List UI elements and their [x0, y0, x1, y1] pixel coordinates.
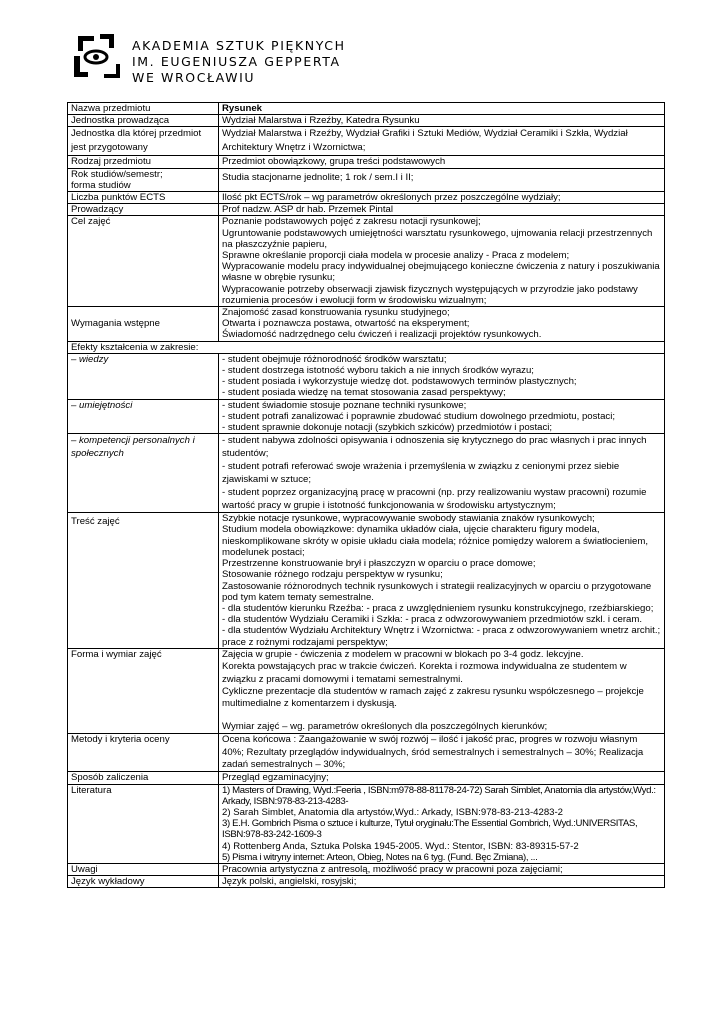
text-line: - dla studentów Wydziału Architektury Wnętrz i Wzornictwa: - praca z odwzorowywaniem wnetrz archit.; prace z rożnymi rodzajami perspektyw; [222, 625, 661, 648]
table-row [68, 513, 665, 648]
text-line: - student posiada wiedzę na temat stosowania zasad perspektywy; [222, 387, 506, 399]
row-value [219, 216, 665, 307]
table-row [68, 784, 665, 863]
row-value: Studia stacjonarne jednolite; 1 rok / sem.I i II; [219, 168, 665, 191]
academy-logo-icon [70, 32, 122, 82]
row-value [219, 434, 665, 513]
text-line [222, 711, 661, 721]
text-line: Stosowanie różnego rodzaju perspektyw w rysunku; [222, 569, 443, 581]
row-value [219, 513, 665, 648]
row-label: Uwagi [68, 864, 219, 876]
row-label: Forma i wymiar zajęć [68, 648, 219, 733]
table-row [68, 204, 665, 216]
literature-item: 5) Pisma i witryny internet: Arteon, Obieg, Notes na 6 tyg. (Fund. Bęc Zmiana), ... [222, 851, 538, 863]
row-label: Treść zajęć [68, 513, 219, 648]
academy-name-line: WE WROCŁAWIU [132, 70, 256, 85]
row-label: – wiedzy [68, 353, 219, 399]
course-syllabus-table [67, 102, 665, 888]
row-value [219, 399, 665, 434]
row-label: – kompetencji personalnych i społecznych [68, 434, 219, 513]
table-row [68, 734, 665, 772]
table-row [68, 115, 665, 127]
row-label: Język wykładowy [68, 876, 219, 888]
row-label-line: forma studiów [71, 179, 131, 191]
text-line: Studium modela obowiązkowe: dynamika układów ciała, ujęcie charakteru figury modela, nieskomplikowane skróty w opisie układu ciała modela; różnice pomiędzy walorem a światłocieniem, modelunek postaci; [222, 524, 649, 558]
text-line: Cykliczne prezentacje dla studentów w ramach zajęć z zakresu rysunku współczesnego – projekcje multimedialne z komentarzem i dyskusją. [222, 685, 644, 710]
text-line: - student sprawnie dokonuje notacji (szybkich szkiców) przedmiotów i postaci; [222, 422, 553, 434]
text-line: Szybkie notacje rysunkowe, wypracowywanie swobody stawiania znaków rysunkowych; [222, 513, 595, 525]
literature-list [219, 784, 665, 863]
row-value: Przegląd egzaminacyjny; [219, 772, 665, 784]
table-row [68, 434, 665, 513]
table-row [68, 772, 665, 784]
text-line: - student potrafi zanalizować i poprawnie zbudować studium dowolnego przedmiotu, postaci; [222, 410, 616, 422]
row-label: – umiejętności [68, 399, 219, 434]
text-line: Ugruntowanie podstawowych umiejętności warsztatu rysunkowego, ujmowania relacji przestrzennych na płaszczyźnie papieru, [222, 227, 653, 250]
row-label: Wymagania wstępne [68, 307, 219, 342]
row-value: Wydział Malarstwa i Rzeźby, Wydział Grafiki i Sztuki Mediów, Wydział Ceramiki i Szkła, Wydział Architektury Wnętrz i Wzornictwa; [219, 127, 665, 156]
text-line: Otwarta i poznawcza postawa, otwartość na eksperyment; [222, 318, 470, 330]
row-label: Metody i kryteria oceny [68, 734, 219, 772]
table-row [68, 307, 665, 342]
table-row [68, 876, 665, 888]
text-line: Wypracowanie modelu pracy indywidualnej obejmującego konieczne ćwiczenia z natury i poszukiwania własne w obrębie rysunku; [222, 261, 660, 284]
text-line: Wymiar zajęć – wg. parametrów określonych dla poszczególnych kierunków; [222, 720, 548, 732]
text-line: Zastosowanie różnorodnych technik rysunkowych i strategii realizacyjnych w oparciu o przygotowane pod tym katem tematy semestralne. [222, 580, 652, 603]
literature-item: 4) Rottenberg Anda, Sztuka Polska 1945-2005. Wyd.: Stentor, ISBN: 83-89315-57-2 [222, 840, 579, 852]
row-label: Nazwa przedmiotu [68, 103, 219, 115]
text-line: Świadomość nadrzędnego celu ćwiczeń i realizacji projektów rysunkowych. [222, 329, 542, 341]
text-line: - dla studentów kierunku Rzeźba: - praca z uwzględnieniem rysunku konstrukcyjnego, rzeźbiarskiego; [222, 602, 654, 614]
text-line: Korekta powstających prac w trakcie ćwiczeń. Korekta i rozmowa indywidualna ze studentem w związku z pracami domowymi i tematami semestralnymi. [222, 661, 627, 685]
table-row [68, 341, 665, 353]
text-line: Sprawne określanie proporcji ciała modela w procesie analizy - Praca z modelem; [222, 250, 570, 262]
row-label: Jednostka dla której przedmiot jest przygotowany [68, 127, 219, 156]
row-label: Prowadzący [68, 204, 219, 216]
table-row [68, 353, 665, 399]
text-line: - student nabywa zdolności opisywania i odnoszenia się krytycznego do prac własnych i prac innych studentów; [222, 435, 647, 460]
table-row [68, 399, 665, 434]
row-label: Liczba punktów ECTS [68, 192, 219, 204]
row-value [219, 353, 665, 399]
text-line: Przestrzenne konstruowanie brył i płaszczyzn w oparciu o prace domowe; [222, 558, 536, 570]
section-heading: Efekty kształcenia w zakresie: [68, 341, 665, 353]
literature-item: 2) Sarah Simblet, Anatomia dla artystów,Wyd.: Arkady, ISBN:978-83-213-4283-2 [222, 806, 564, 818]
text-line: Zajęcia w grupie - ćwiczenia z modelem w pracowni w blokach po 3-4 godz. lekcyjne. [222, 648, 584, 660]
academy-name-line: AKADEMIA SZTUK PIĘKNYCH [132, 38, 346, 53]
text-line: Wypracowanie potrzeby obserwacji zjawisk fizycznych występujących w przyrodzie jako podstawy rozumienia procesów i ewolucji form w środowisku wizualnym; [222, 283, 638, 306]
table-row [68, 103, 665, 115]
table-row [68, 864, 665, 876]
table-row [68, 156, 665, 168]
text-line: - student poprzez organizacyjną pracę w pracowni (np. przy realizowaniu wystaw pracowni) rozumie wartość pracy w grupie i istotność funkcjonowania w środowisku artystycznym; [222, 487, 647, 512]
literature-item: 1) Masters of Drawing, Wyd.:Feeria , ISBN:m978-88-81178-24-72) Sarah Simblet, Anatomia dla artystów,Wyd.: Arkady, ISBN:978-83-213-4283- [222, 784, 656, 807]
text-line: Znajomość zasad konstruowania rysunku studyjnego; [222, 307, 450, 319]
row-value: Ilość pkt ECTS/rok – wg parametrów określonych przez poszczególne wydziały; [219, 192, 665, 204]
row-value: Język polski, angielski, rosyjski; [219, 876, 665, 888]
row-label: Literatura [68, 784, 219, 863]
academy-name [132, 38, 346, 86]
text-line: - student dostrzega istotność wyboru takich a nie innych środków wyrazu; [222, 365, 534, 377]
row-value: Pracownia artystyczna z antresolą, możliwość pracy w pracowni poza zajęciami; [219, 864, 665, 876]
row-label-line: Rok studiów/semestr; [71, 168, 163, 180]
row-label [68, 168, 219, 191]
table-row [68, 127, 665, 156]
row-value: Przedmiot obowiązkowy, grupa treści podstawowych [219, 156, 665, 168]
text-line: - student obejmuje różnorodność środków warsztatu; [222, 353, 447, 365]
literature-item: 3) E.H. Gombrich Pisma o sztuce i kulturze, Tytuł oryginału:The Essential Gombrich, Wyd.:UNIVERSITAS, ISBN:978-83-242-1609-3 [222, 818, 638, 841]
course-name-value: Rysunek [219, 103, 665, 115]
text-line: - student posiada i wykorzystuje wiedzę dot. podstawowych terminów plastycznych; [222, 376, 577, 388]
row-label: Cel zajęć [68, 216, 219, 307]
row-value [219, 307, 665, 342]
row-value: Wydział Malarstwa i Rzeźby, Katedra Rysunku [219, 115, 665, 127]
text-line: Poznanie podstawowych pojęć z zakresu notacji rysunkowej; [222, 216, 481, 228]
text-line: - dla studentów Wydziału Ceramiki i Szkła: - praca z odwzorowywaniem przedmiotów szkl. i ceram. [222, 614, 643, 626]
row-value: Ocena końcowa : Zaangażowanie w swój rozwój – ilość i jakość prac, progres w rozwoju własnym 40%; Rezultaty przeglądów indywidualnych, śród semestralnych i semestralnych – 30%; Realizacja zadań semestralnych – 30%; [219, 734, 665, 772]
table-row [68, 648, 665, 733]
row-label: Sposób zaliczenia [68, 772, 219, 784]
table-row [68, 216, 665, 307]
academy-name-line: IM. EUGENIUSZA GEPPERTA [132, 54, 341, 69]
text-line: - student potrafi referować swoje wrażenia i przemyślenia w związku z cenionymi przez siebie zjawiskami w sztuce; [222, 461, 620, 486]
row-value: Prof nadzw. ASP dr hab. Przemek Pintal [219, 204, 665, 216]
row-label: Jednostka prowadząca [68, 115, 219, 127]
text-line: - student świadomie stosuje poznane techniki rysunkowe; [222, 399, 467, 411]
document-header [70, 32, 470, 92]
row-label: Rodzaj przedmiotu [68, 156, 219, 168]
row-value [219, 648, 665, 733]
table-row [68, 168, 665, 191]
table-row [68, 192, 665, 204]
